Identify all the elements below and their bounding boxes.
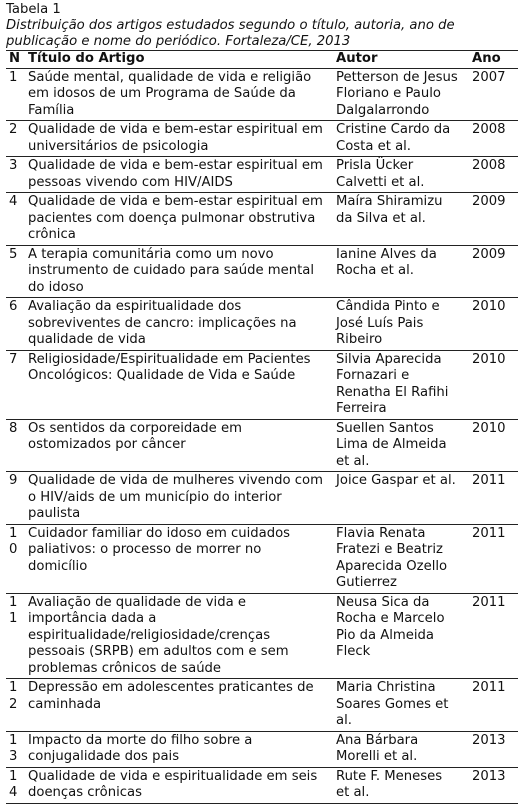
article-year: 2010	[458, 298, 518, 351]
row-number: 4	[6, 193, 28, 246]
row-number: 8	[6, 419, 28, 472]
article-year: 2011	[458, 593, 518, 679]
article-author: Cândida Pinto e José Luís Pais Ribeiro	[328, 298, 458, 351]
article-author: Ianine Alves da Rocha et al.	[328, 245, 458, 298]
table-row	[6, 157, 518, 193]
article-title: Impacto da morte do filho sobre a conjugalidade dos pais	[28, 731, 328, 767]
table-row	[6, 419, 518, 472]
article-title: Qualidade de vida e bem-estar espiritual em pacientes com doença pulmonar obstrutiva crônica	[28, 193, 328, 246]
row-number: 1 1	[6, 593, 28, 679]
article-author: Prisla Ücker Calvetti et al.	[328, 157, 458, 193]
table-row	[6, 767, 518, 803]
table-header-row	[6, 51, 518, 69]
table-row	[6, 524, 518, 593]
table-row	[6, 193, 518, 246]
article-year: 2013	[458, 731, 518, 767]
article-year: 2009	[458, 193, 518, 246]
row-number: 7	[6, 350, 28, 419]
header-author: Autor	[328, 51, 458, 69]
row-number: 2	[6, 121, 28, 157]
table-row	[6, 350, 518, 419]
article-year: 2011	[458, 472, 518, 525]
header-year: Ano	[458, 51, 518, 69]
table-row	[6, 245, 518, 298]
article-title: Os sentidos da corporeidade em ostomizados por câncer	[28, 419, 328, 472]
article-year: 2011	[458, 524, 518, 593]
article-year: 2010	[458, 419, 518, 472]
table-caption: Distribuição dos artigos estudados segundo o título, autoria, ano de publicação e nome do periódico. Fortaleza/CE, 2013	[6, 18, 455, 49]
row-number: 5	[6, 245, 28, 298]
articles-table	[6, 50, 518, 804]
article-year: 2013	[458, 767, 518, 803]
article-author: Petterson de Jesus Floriano e Paulo Dalgalarrondo	[328, 68, 458, 121]
article-year: 2010	[458, 350, 518, 419]
article-year: 2009	[458, 245, 518, 298]
article-year: 2007	[458, 68, 518, 121]
article-title: Saúde mental, qualidade de vida e religião em idosos de um Programa de Saúde da Família	[28, 68, 328, 121]
header-n: N	[6, 51, 28, 69]
table-row	[6, 593, 518, 679]
article-author: Rute F. Meneses et al.	[328, 767, 458, 803]
article-title: A terapia comunitária como um novo instrumento de cuidado para saúde mental do idoso	[28, 245, 328, 298]
article-author: Flavia Renata Fratezi e Beatriz Aparecida Ozello Gutierrez	[328, 524, 458, 593]
row-number: 3	[6, 157, 28, 193]
article-author: Joice Gaspar et al.	[328, 472, 458, 525]
article-title: Qualidade de vida e espiritualidade em seis doenças crônicas	[28, 767, 328, 803]
row-number: 6	[6, 298, 28, 351]
table-row	[6, 731, 518, 767]
table-row	[6, 679, 518, 732]
article-author: Neusa Sica da Rocha e Marcelo Pio da Almeida Fleck	[328, 593, 458, 679]
article-title: Avaliação de qualidade de vida e importância dada a espiritualidade/religiosidade/crenças pessoais (SRPB) em adultos com e sem problemas crônicos de saúde	[28, 593, 328, 679]
article-title: Qualidade de vida e bem-estar espiritual em pessoas vivendo com HIV/AIDS	[28, 157, 328, 193]
header-title: Título do Artigo	[28, 51, 328, 69]
article-year: 2008	[458, 157, 518, 193]
table-row	[6, 121, 518, 157]
row-number: 1 4	[6, 767, 28, 803]
table-row	[6, 472, 518, 525]
row-number: 1 0	[6, 524, 28, 593]
article-author: Ana Bárbara Morelli et al.	[328, 731, 458, 767]
article-title: Depressão em adolescentes praticantes de caminhada	[28, 679, 328, 732]
article-title: Qualidade de vida de mulheres vivendo com o HIV/aids de um município do interior paulista	[28, 472, 328, 525]
article-title: Religiosidade/Espiritualidade em Pacientes Oncológicos: Qualidade de Vida e Saúde	[28, 350, 328, 419]
table-label: Tabela 1	[6, 2, 61, 17]
row-number: 1 3	[6, 731, 28, 767]
article-title: Qualidade de vida e bem-estar espiritual em universitários de psicologia	[28, 121, 328, 157]
row-number: 1	[6, 68, 28, 121]
article-author: Cristine Cardo da Costa et al.	[328, 121, 458, 157]
row-number: 9	[6, 472, 28, 525]
article-author: Suellen Santos Lima de Almeida et al.	[328, 419, 458, 472]
article-title: Avaliação da espiritualidade dos sobreviventes de cancro: implicações na qualidade de vida	[28, 298, 328, 351]
article-author: Maíra Shiramizu da Silva et al.	[328, 193, 458, 246]
table-row	[6, 68, 518, 121]
article-year: 2008	[458, 121, 518, 157]
article-year: 2011	[458, 679, 518, 732]
row-number: 1 2	[6, 679, 28, 732]
article-author: Silvia Aparecida Fornazari e Renatha El Rafihi Ferreira	[328, 350, 458, 419]
article-author: Maria Christina Soares Gomes et al.	[328, 679, 458, 732]
table-row	[6, 298, 518, 351]
article-title: Cuidador familiar do idoso em cuidados paliativos: o processo de morrer no domicílio	[28, 524, 328, 593]
